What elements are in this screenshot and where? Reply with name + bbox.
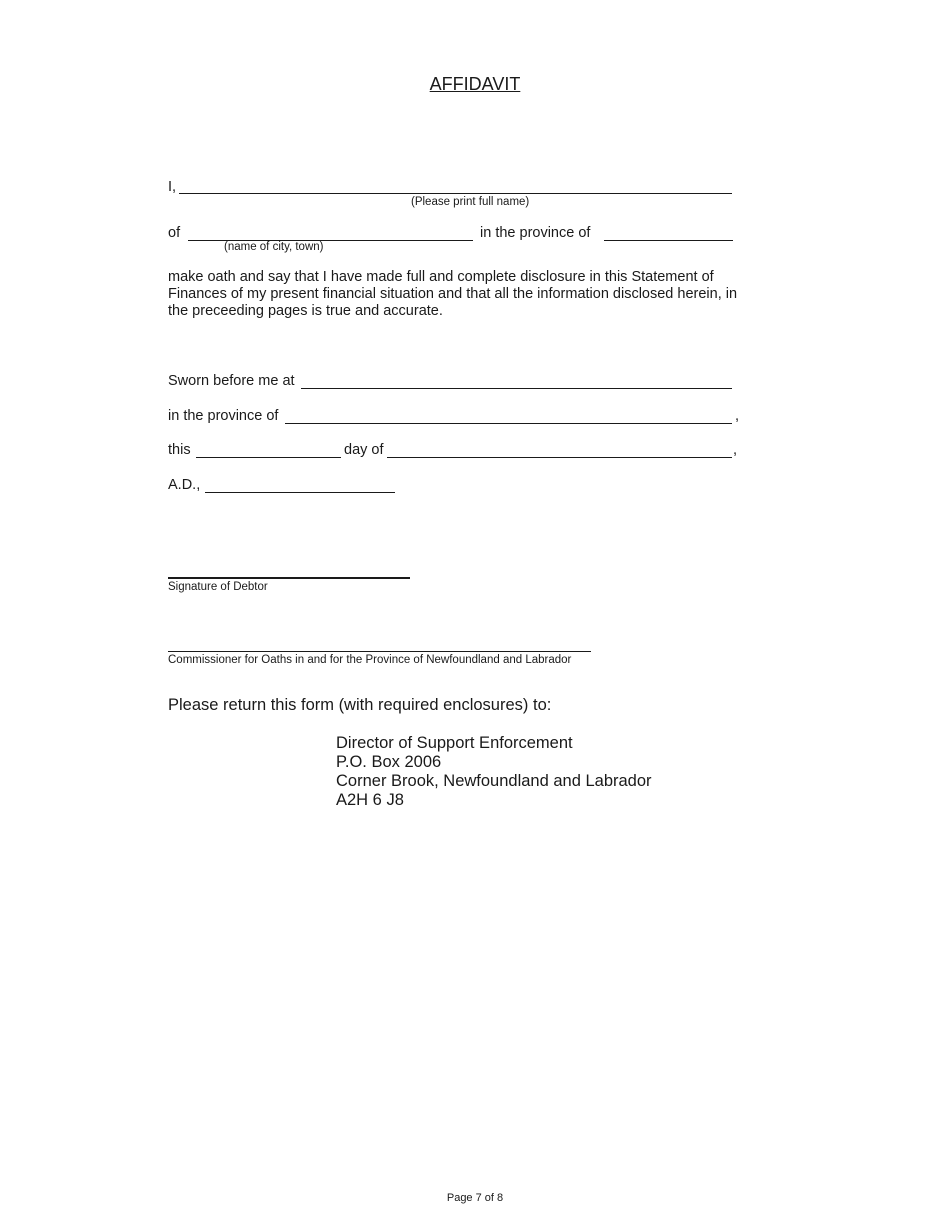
sworn-province-comma: , xyxy=(735,408,740,424)
sworn-province-label: in the province of xyxy=(168,408,279,424)
address-line: Director of Support Enforcement xyxy=(336,734,573,752)
ad-label: A.D., xyxy=(168,477,201,493)
address-line: Corner Brook, Newfoundland and Labrador xyxy=(336,772,652,790)
province-field[interactable] xyxy=(604,240,733,241)
day-number-field[interactable] xyxy=(196,457,341,458)
address-line: A2H 6 J8 xyxy=(336,791,404,809)
year-field[interactable] xyxy=(205,492,395,493)
name-prefix: I, xyxy=(168,179,177,195)
this-label: this xyxy=(168,442,191,458)
month-field[interactable] xyxy=(387,457,732,458)
commissioner-caption: Commissioner for Oaths in and for the Province of Newfoundland and Labrador xyxy=(168,654,572,666)
commissioner-signature-line[interactable] xyxy=(168,651,591,652)
sworn-location-field[interactable] xyxy=(301,388,732,389)
debtor-signature-caption: Signature of Debtor xyxy=(168,581,268,593)
oath-statement: make oath and say that I have made full and complete disclosure in this Statement of Finances of my present financial situation and that all the information disclosed herein, in the preceeding pages is true and accurate. xyxy=(168,269,738,319)
full-name-caption: (Please print full name) xyxy=(411,196,530,208)
debtor-signature-line[interactable] xyxy=(168,577,410,579)
sworn-label: Sworn before me at xyxy=(168,373,295,389)
address-line: P.O. Box 2006 xyxy=(336,753,442,771)
page-title: AFFIDAVIT xyxy=(429,74,521,94)
city-caption: (name of city, town) xyxy=(224,241,324,253)
month-comma: , xyxy=(733,442,738,458)
sworn-province-field[interactable] xyxy=(285,423,732,424)
full-name-field[interactable] xyxy=(179,193,732,194)
city-prefix: of xyxy=(168,225,181,241)
return-instruction: Please return this form (with required enclosures) to: xyxy=(168,696,552,714)
province-label: in the province of xyxy=(480,225,591,241)
day-of-label: day of xyxy=(344,442,384,458)
page-number: Page 7 of 8 xyxy=(446,1192,504,1204)
